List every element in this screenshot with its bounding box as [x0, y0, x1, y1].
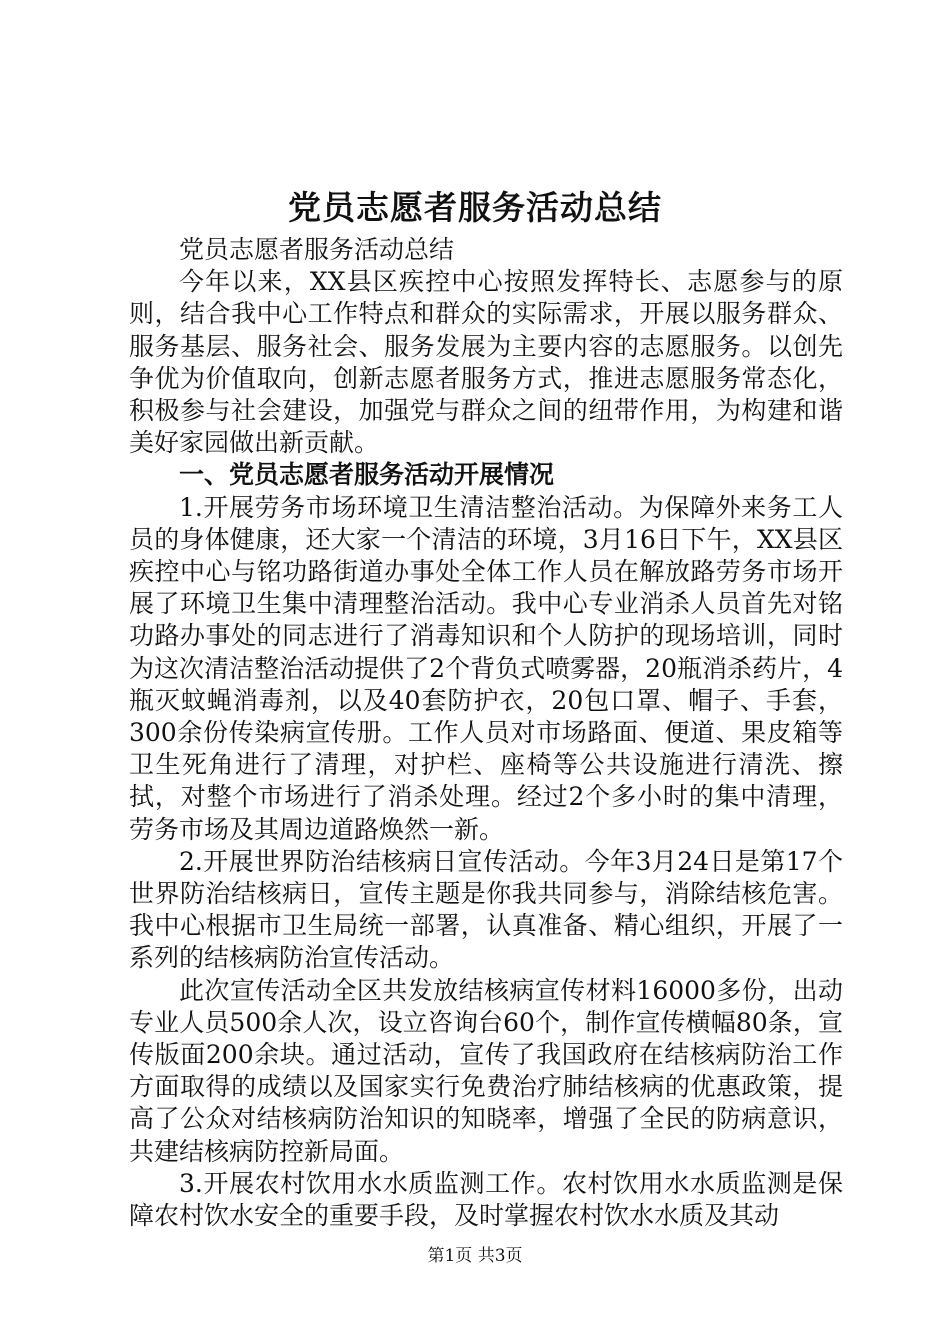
paragraph-item-2: 2.开展世界防治结核病日宣传活动。今年3月24日是第17个世界防治结核病日，宣传主题是你我共同参与，消除结核危害。我中心根据市卫生局统一部署，认真准备、精心组织，开展了一系列的结核病防治宣传活动。	[129, 846, 843, 973]
section-heading: 一、党员志愿者服务活动开展情况	[179, 460, 555, 490]
paragraph-intro: 今年以来，XX县区疾控中心按照发挥特长、志愿参与的原则，结合我中心工作特点和群众的实际需求，开展以服务群众、服务基层、服务社会、服务发展为主要内容的志愿服务。以创先争优为价值取向，创新志愿者服务方式，推进志愿服务常态化，积极参与社会建设，加强党与群众之间的纽带作用，为构建和谐美好家园做出新贡献。	[129, 267, 843, 458]
paragraph-item-2-detail: 此次宣传活动全区共发放结核病宣传材料16000多份，出动专业人员500余人次，设立咨询台60个，制作宣传横幅80条，宣传版面200余块。通过活动，宣传了我国政府在结核病防治工作方面取得的成绩以及国家实行免费治疗肺结核病的优惠政策，提高了公众对结核病防治知识的知晓率，增强了全民的防病意识，共建结核病防控新局面。	[129, 975, 843, 1166]
document-body	[129, 234, 843, 1232]
paragraph-item-1: 1.开展劳务市场环境卫生清洁整治活动。为保障外来务工人员的身体健康，还大家一个清洁的环境，3月16日下午，XX县区疾控中心与铭功路街道办事处全体工作人员在解放路劳务市场开展了环境卫生集中清理整治活动。我中心专业消杀人员首先对铭功路办事处的同志进行了消毒知识和个人防护的现场培训，同时为这次清洁整治活动提供了2个背负式喷雾器，20瓶消杀药片，4瓶灭蚊蝇消毒剂，以及40套防护衣，20包口罩、帽子、手套，300余份传染病宣传册。工作人员对市场路面、便道、果皮箱等卫生死角进行了清理，对护栏、座椅等公共设施进行清洗、擦拭，对整个市场进行了消杀处理。经过2个多小时的集中清理，劳务市场及其周边道路焕然一新。	[129, 492, 843, 844]
page-footer: 第1页 共3页	[427, 1246, 523, 1266]
document-title: 党员志愿者服务活动总结	[288, 188, 662, 227]
paragraph-subtitle: 党员志愿者服务活动总结	[179, 235, 455, 264]
paragraph-item-3: 3.开展农村饮用水水质监测工作。农村饮用水水质监测是保障农村饮水安全的重要手段，及时掌握农村饮水水质及其动	[129, 1168, 843, 1231]
